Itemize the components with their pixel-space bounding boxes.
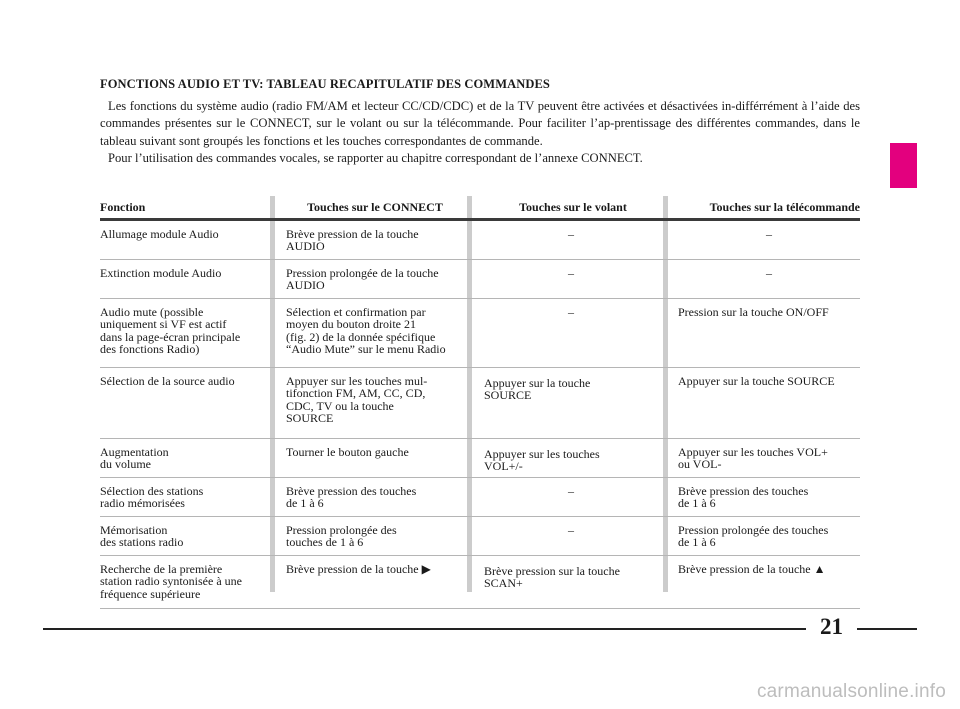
cell-fonction: Extinction module Audio: [100, 266, 222, 280]
cell-telecommande: Pression sur la touche ON/OFF: [678, 305, 829, 319]
cell-fonction: Sélection des stations radio mémorisées: [100, 484, 204, 511]
cell-telecommande: Appuyer sur les touches VOL+ ou VOL-: [678, 445, 828, 472]
cell-fonction: Allumage module Audio: [100, 227, 219, 241]
cell-connect: Brève pression de la touche AUDIO: [286, 227, 419, 254]
table-row: [100, 368, 860, 439]
intro-paragraph: Pour l’utilisation des commandes vocales, se rapporter au chapitre correspondant de l’annexe CONNECT.: [108, 150, 643, 165]
section-title: FONCTIONS AUDIO ET TV: TABLEAU RECAPITULATIF DES COMMANDES: [100, 77, 550, 91]
table-row: [100, 439, 860, 478]
table-row: [100, 299, 860, 368]
cell-fonction: Recherche de la première station radio syntonisée à une fréquence supérieure: [100, 562, 242, 601]
intro-text: [100, 98, 860, 167]
cell-connect: Appuyer sur les touches mul- tifonction FM, AM, CC, CD, CDC, TV ou la touche SOURCE: [286, 374, 428, 426]
table-row: [100, 517, 860, 556]
cell-volant: –: [568, 266, 574, 280]
cell-volant: –: [568, 227, 574, 241]
cell-connect: Brève pression de la touche ▶: [286, 562, 431, 576]
cell-fonction: Augmentation du volume: [100, 445, 169, 472]
table-row: [100, 260, 860, 299]
header-telecommande: Touches sur la télécommande: [709, 200, 860, 214]
header-fonction: Fonction: [100, 200, 146, 214]
table-row: [100, 478, 860, 517]
header-connect: Touches sur le CONNECT: [307, 200, 443, 214]
chapter-thumb-tab: [890, 143, 917, 188]
cell-volant: Appuyer sur la touche SOURCE: [484, 376, 591, 403]
cell-connect: Tourner le bouton gauche: [286, 445, 409, 459]
cell-telecommande: Brève pression des touches de 1 à 6: [678, 484, 809, 511]
header-volant: Touches sur le volant: [519, 200, 627, 214]
cell-connect: Pression prolongée des touches de 1 à 6: [286, 523, 397, 550]
cell-telecommande: Appuyer sur la touche SOURCE: [678, 374, 835, 388]
cell-telecommande: Brève pression de la touche ▲: [678, 562, 826, 576]
cell-connect: Brève pression des touches de 1 à 6: [286, 484, 417, 511]
cell-volant: –: [568, 305, 574, 319]
page-number: 21: [820, 614, 843, 639]
watermark: carmanualsonline.info: [756, 681, 946, 702]
table-row: [100, 556, 860, 609]
cell-fonction: Sélection de la source audio: [100, 374, 235, 388]
cell-telecommande: –: [766, 266, 772, 280]
cell-fonction: Mémorisation des stations radio: [100, 523, 184, 550]
cell-volant: –: [568, 523, 574, 537]
cell-connect: Sélection et confirmation par moyen du bouton droite 21 (fig. 2) de la donnée spécifique “Audio Mute” sur le menu Radio: [286, 305, 446, 357]
commands-table: [100, 196, 860, 609]
cell-volant: Appuyer sur les touches VOL+/-: [484, 447, 600, 474]
footer-rule: [43, 628, 806, 630]
cell-telecommande: –: [766, 227, 772, 241]
cell-volant: Brève pression sur la touche SCAN+: [484, 564, 620, 591]
cell-fonction: Audio mute (possible uniquement si VF est actif dans la page-écran principale des fonctions Radio): [100, 305, 241, 357]
table-row: [100, 221, 860, 260]
cell-connect: Pression prolongée de la touche AUDIO: [286, 266, 439, 293]
cell-volant: –: [568, 484, 574, 498]
footer-rule: [857, 628, 917, 630]
table-header: [100, 196, 860, 221]
intro-paragraph: Les fonctions du système audio (radio FM/AM et lecteur CC/CD/CDC) et de la TV peuvent être activées et désactivées in-différrément à l’aide des commandes présentes sur le CONNECT, sur le volant ou sur la télécommande. Pour faciliter l’ap-prentissage des différentes commandes, dans le tableau suivant sont groupés les fonctions et les touches correspondantes de commande.: [100, 99, 860, 148]
cell-telecommande: Pression prolongée des touches de 1 à 6: [678, 523, 829, 550]
